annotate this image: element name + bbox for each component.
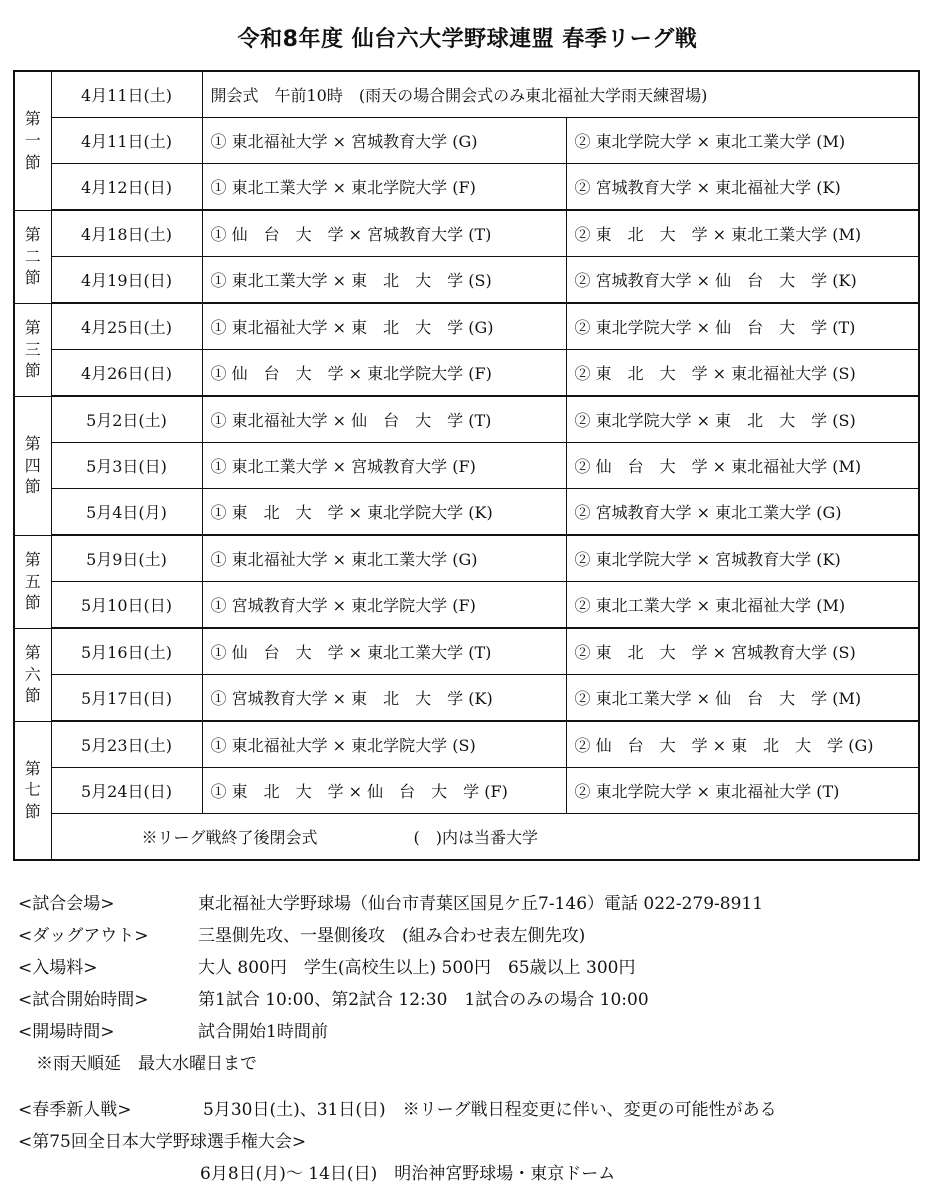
game-2-cell: ② 東 北 大 学 × 東北工業大学 (M)	[566, 210, 919, 257]
table-row	[14, 443, 919, 489]
game-2-cell: ② 東北学院大学 × 東北工業大学 (M)	[566, 118, 919, 164]
dugout-value: 三塁側先攻、一塁側後攻 (組み合わせ表左側先攻)	[198, 925, 586, 946]
schedule-table	[13, 70, 920, 861]
game-1-cell: ① 仙 台 大 学 × 宮城教育大学 (T)	[202, 210, 566, 257]
table-row	[14, 814, 919, 861]
table-row	[14, 489, 919, 536]
section-label-4: 第 四 節	[14, 396, 51, 535]
date-cell: 5月10日(日)	[51, 582, 202, 629]
game-1-cell: ① 東北工業大学 × 東 北 大 学 (S)	[202, 257, 566, 304]
opening-ceremony-cell: 開会式 午前10時 (雨天の場合開会式のみ東北福祉大学雨天練習場)	[202, 71, 919, 118]
table-row	[14, 164, 919, 211]
game-1-cell: ① 仙 台 大 学 × 東北学院大学 (F)	[202, 350, 566, 397]
info-section	[18, 885, 918, 1187]
table-row	[14, 350, 919, 397]
date-cell: 4月26日(日)	[51, 350, 202, 397]
game-2-cell: ② 宮城教育大学 × 東北工業大学 (G)	[566, 489, 919, 536]
game-1-cell: ① 東北福祉大学 × 東北工業大学 (G)	[202, 535, 566, 582]
national-value: 6月8日(月)〜 14日(日) 明治神宮野球場・東京ドーム	[200, 1163, 616, 1184]
section-label-3: 第 三 節	[14, 303, 51, 396]
game-1-cell: ① 宮城教育大学 × 東 北 大 学 (K)	[202, 675, 566, 722]
game-1-cell: ① 東北福祉大学 × 東 北 大 学 (G)	[202, 303, 566, 350]
spacer	[18, 1077, 918, 1091]
dugout-row	[18, 917, 918, 949]
start-time-row	[18, 981, 918, 1013]
date-cell: 4月25日(土)	[51, 303, 202, 350]
table-row	[14, 303, 919, 350]
page-title: 令和8年度 仙台六大学野球連盟 春季リーグ戦	[237, 27, 698, 52]
table-row	[14, 210, 919, 257]
venue-value: 東北福祉大学野球場（仙台市青葉区国見ケ丘7-146）電話 022-279-8911	[198, 893, 764, 914]
date-cell: 5月17日(日)	[51, 675, 202, 722]
game-2-cell: ② 東 北 大 学 × 宮城教育大学 (S)	[566, 628, 919, 675]
date-cell: 5月4日(月)	[51, 489, 202, 536]
game-2-cell: ② 東北学院大学 × 仙 台 大 学 (T)	[566, 303, 919, 350]
game-1-cell: ① 東 北 大 学 × 東北学院大学 (K)	[202, 489, 566, 536]
rookie-row	[18, 1091, 918, 1123]
table-row	[14, 675, 919, 722]
gates-value: 試合開始1時間前	[198, 1021, 328, 1042]
table-row	[14, 118, 919, 164]
date-cell: 4月11日(土)	[51, 118, 202, 164]
date-cell: 4月12日(日)	[51, 164, 202, 211]
gates-label: <開場時間>	[18, 1021, 115, 1042]
game-1-cell: ① 東 北 大 学 × 仙 台 大 学 (F)	[202, 768, 566, 814]
section-label-6: 第 六 節	[14, 628, 51, 721]
date-cell: 4月18日(土)	[51, 210, 202, 257]
section-label-7: 第 七 節	[14, 721, 51, 860]
table-row	[14, 71, 919, 118]
venue-row	[18, 885, 918, 917]
date-cell: 4月11日(土)	[51, 71, 202, 118]
national-value-row	[18, 1155, 918, 1187]
game-2-cell: ② 東北学院大学 × 東北福祉大学 (T)	[566, 768, 919, 814]
game-2-cell: ② 東北工業大学 × 仙 台 大 学 (M)	[566, 675, 919, 722]
game-1-cell: ① 宮城教育大学 × 東北学院大学 (F)	[202, 582, 566, 629]
admission-label: <入場料>	[18, 957, 98, 978]
table-row	[14, 721, 919, 768]
table-row	[14, 257, 919, 304]
game-2-cell: ② 仙 台 大 学 × 東北福祉大学 (M)	[566, 443, 919, 489]
rain-note: ※雨天順延 最大水曜日まで	[36, 1053, 257, 1074]
gates-row	[18, 1013, 918, 1045]
table-row	[14, 535, 919, 582]
date-cell: 4月19日(日)	[51, 257, 202, 304]
game-2-cell: ② 東北工業大学 × 東北福祉大学 (M)	[566, 582, 919, 629]
section-label-1: 第 一 節	[14, 71, 51, 210]
date-cell: 5月23日(土)	[51, 721, 202, 768]
date-cell: 5月3日(日)	[51, 443, 202, 489]
national-row	[18, 1123, 918, 1155]
game-2-cell: ② 東北学院大学 × 東 北 大 学 (S)	[566, 396, 919, 443]
section-label-5: 第 五 節	[14, 535, 51, 628]
section-label-2: 第 二 節	[14, 210, 51, 303]
dugout-label: <ダッグアウト>	[18, 925, 149, 946]
rookie-label: <春季新人戦>	[18, 1099, 132, 1120]
table-row	[14, 768, 919, 814]
game-2-cell: ② 宮城教育大学 × 仙 台 大 学 (K)	[566, 257, 919, 304]
game-1-cell: ① 東北福祉大学 × 東北学院大学 (S)	[202, 721, 566, 768]
date-cell: 5月16日(土)	[51, 628, 202, 675]
game-1-cell: ① 東北工業大学 × 宮城教育大学 (F)	[202, 443, 566, 489]
game-1-cell: ① 仙 台 大 学 × 東北工業大学 (T)	[202, 628, 566, 675]
game-2-cell: ② 東北学院大学 × 宮城教育大学 (K)	[566, 535, 919, 582]
venue-label: <試合会場>	[18, 893, 115, 914]
game-1-cell: ① 東北工業大学 × 東北学院大学 (F)	[202, 164, 566, 211]
start-time-label: <試合開始時間>	[18, 989, 149, 1010]
admission-row	[18, 949, 918, 981]
table-row	[14, 628, 919, 675]
game-1-cell: ① 東北福祉大学 × 仙 台 大 学 (T)	[202, 396, 566, 443]
date-cell: 5月2日(土)	[51, 396, 202, 443]
game-2-cell: ② 東 北 大 学 × 東北福祉大学 (S)	[566, 350, 919, 397]
game-2-cell: ② 仙 台 大 学 × 東 北 大 学 (G)	[566, 721, 919, 768]
national-label: <第75回全日本大学野球選手権大会>	[18, 1131, 307, 1152]
date-cell: 5月9日(土)	[51, 535, 202, 582]
rain-note-row	[18, 1045, 918, 1077]
date-cell: 5月24日(日)	[51, 768, 202, 814]
admission-value: 大人 800円 学生(高校生以上) 500円 65歳以上 300円	[198, 957, 636, 978]
table-row	[14, 582, 919, 629]
game-2-cell: ② 宮城教育大学 × 東北福祉大学 (K)	[566, 164, 919, 211]
game-1-cell: ① 東北福祉大学 × 宮城教育大学 (G)	[202, 118, 566, 164]
table-row	[14, 396, 919, 443]
start-time-value: 第1試合 10:00、第2試合 12:30 1試合のみの場合 10:00	[198, 989, 649, 1010]
closing-note: ※リーグ戦終了後閉会式 ( )内は当番大学	[51, 814, 919, 861]
rookie-value: 5月30日(土)、31日(日) ※リーグ戦日程変更に伴い、変更の可能性がある	[203, 1099, 777, 1120]
